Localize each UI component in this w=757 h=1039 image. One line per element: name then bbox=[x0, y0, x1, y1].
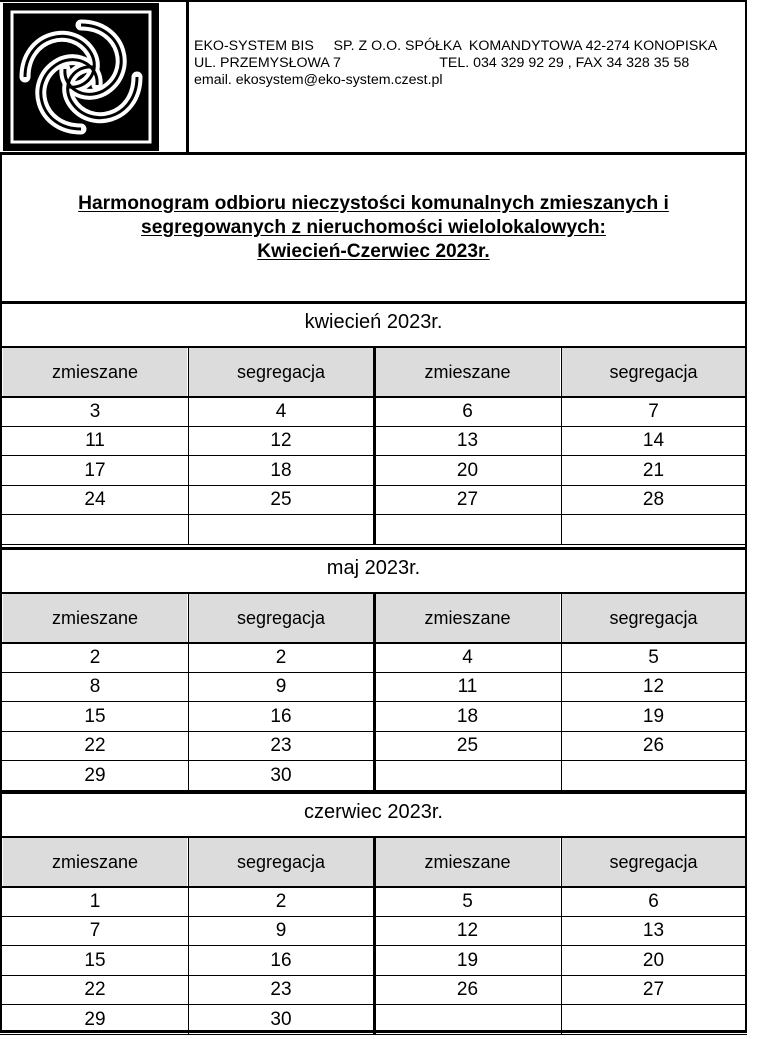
month-title: czerwiec 2023r. bbox=[304, 801, 443, 823]
schedule-cell: 27 bbox=[456, 489, 479, 511]
border-line bbox=[0, 301, 747, 304]
border-line bbox=[0, 1030, 747, 1033]
column-header: segregacja bbox=[562, 838, 745, 886]
schedule-cell: 4 bbox=[462, 646, 473, 668]
celtic-knot-icon bbox=[3, 3, 159, 151]
schedule-cell: 13 bbox=[642, 920, 665, 942]
schedule-cell: 2 bbox=[275, 890, 287, 912]
document-header bbox=[0, 0, 757, 154]
company-info-cell bbox=[188, 0, 744, 154]
schedule-cell: 29 bbox=[84, 1008, 106, 1030]
schedule-cell: 3 bbox=[89, 400, 101, 422]
schedule-cell: 26 bbox=[456, 979, 479, 1001]
schedule-cell: 2 bbox=[275, 646, 287, 668]
schedule-cell: 25 bbox=[456, 735, 479, 757]
column-header: zmieszane bbox=[375, 348, 560, 396]
schedule-cell: 21 bbox=[642, 459, 665, 481]
schedule-cell: 18 bbox=[270, 459, 292, 481]
schedule-cell bbox=[561, 515, 746, 544]
month-title: kwiecień 2023r. bbox=[304, 311, 443, 333]
schedule-cell: 27 bbox=[642, 979, 665, 1001]
schedule-cell: 4 bbox=[275, 400, 287, 422]
column-header: zmieszane bbox=[3, 594, 187, 642]
schedule-cell: 22 bbox=[84, 735, 106, 757]
schedule-cell: 7 bbox=[89, 920, 101, 942]
border-line bbox=[0, 152, 747, 155]
schedule-cell: 16 bbox=[270, 949, 292, 971]
column-header: segregacja bbox=[189, 348, 373, 396]
border-line bbox=[0, 547, 747, 550]
schedule-cell: 19 bbox=[456, 949, 479, 971]
column-header: segregacja bbox=[562, 594, 745, 642]
schedule-cell: 20 bbox=[456, 459, 479, 481]
schedule-cell: 7 bbox=[648, 400, 659, 422]
schedule-cell: 2 bbox=[89, 646, 101, 668]
column-divider bbox=[188, 346, 189, 545]
schedule-cell bbox=[561, 761, 746, 790]
schedule-cell: 13 bbox=[456, 430, 479, 452]
column-divider bbox=[188, 836, 189, 1035]
column-header: zmieszane bbox=[3, 348, 187, 396]
schedule-cell: 22 bbox=[84, 979, 106, 1001]
column-header: zmieszane bbox=[375, 594, 560, 642]
column-divider bbox=[561, 592, 562, 791]
schedule-cell: 25 bbox=[270, 489, 292, 511]
schedule-cell: 11 bbox=[457, 676, 478, 698]
schedule-cell: 6 bbox=[462, 400, 473, 422]
schedule-title-box bbox=[0, 154, 747, 300]
column-divider bbox=[561, 346, 562, 545]
column-header: zmieszane bbox=[375, 838, 560, 886]
column-divider bbox=[188, 592, 189, 791]
column-divider bbox=[373, 592, 376, 791]
schedule-cell: 9 bbox=[275, 676, 287, 698]
column-header: segregacja bbox=[189, 594, 373, 642]
schedule-cell: 26 bbox=[642, 735, 665, 757]
schedule-cell: 15 bbox=[84, 949, 106, 971]
month-title: maj 2023r. bbox=[326, 557, 421, 579]
schedule-cell: 11 bbox=[85, 430, 105, 452]
schedule-cell: 19 bbox=[642, 705, 665, 727]
schedule-cell: 8 bbox=[89, 676, 101, 698]
schedule-cell: 5 bbox=[648, 646, 659, 668]
schedule-cell: 6 bbox=[648, 890, 659, 912]
column-divider bbox=[561, 836, 562, 1035]
schedule-cell: 15 bbox=[84, 705, 106, 727]
column-header: segregacja bbox=[189, 838, 373, 886]
column-header: zmieszane bbox=[3, 838, 187, 886]
schedule-cell: 20 bbox=[642, 949, 665, 971]
schedule-cell: 5 bbox=[462, 890, 473, 912]
schedule-cell: 30 bbox=[270, 1008, 292, 1030]
schedule-cell: 23 bbox=[270, 735, 292, 757]
schedule-cell: 28 bbox=[642, 489, 665, 511]
border-line bbox=[0, 791, 747, 794]
schedule-cell: 12 bbox=[642, 676, 665, 698]
company-logo bbox=[3, 3, 159, 151]
schedule-cell bbox=[374, 515, 561, 544]
schedule-cell: 17 bbox=[84, 459, 106, 481]
company-info: EKO-SYSTEM BIS SP. Z O.O. SPÓŁKA KOMANDYTOWA 42-274 KONOPISKA UL. PRZEMYSŁOWA 7 TEL. 034 329 92 29 , FAX 34 328 35 58 email. ekosystem@eko-system.czest.pl bbox=[194, 38, 733, 88]
column-header: segregacja bbox=[562, 348, 745, 396]
schedule-cell bbox=[188, 515, 374, 544]
schedule-cell: 9 bbox=[275, 920, 287, 942]
schedule-title: Harmonogram odbioru nieczystości komunalnych zmieszanych i segregowanych z nieruchomości wielolokalowych: Kwiecień-Czerwiec 2023r. bbox=[78, 193, 669, 262]
schedule-cell: 16 bbox=[270, 705, 292, 727]
schedule-cell: 12 bbox=[456, 920, 479, 942]
border-line bbox=[0, 0, 747, 2]
schedule-cell: 24 bbox=[84, 489, 106, 511]
schedule-cell: 12 bbox=[270, 430, 292, 452]
schedule-cell bbox=[2, 515, 188, 544]
schedule-cell: 30 bbox=[270, 764, 292, 786]
column-divider bbox=[373, 836, 376, 1035]
schedule-cell: 23 bbox=[270, 979, 292, 1001]
schedule-cell: 29 bbox=[84, 764, 106, 786]
column-divider bbox=[373, 346, 376, 545]
schedule-cell: 18 bbox=[456, 705, 479, 727]
logo-cell bbox=[0, 0, 187, 154]
schedule-cell: 1 bbox=[89, 890, 101, 912]
schedule-cell: 14 bbox=[642, 430, 665, 452]
border-line bbox=[186, 0, 189, 154]
schedule-cell bbox=[374, 761, 561, 790]
